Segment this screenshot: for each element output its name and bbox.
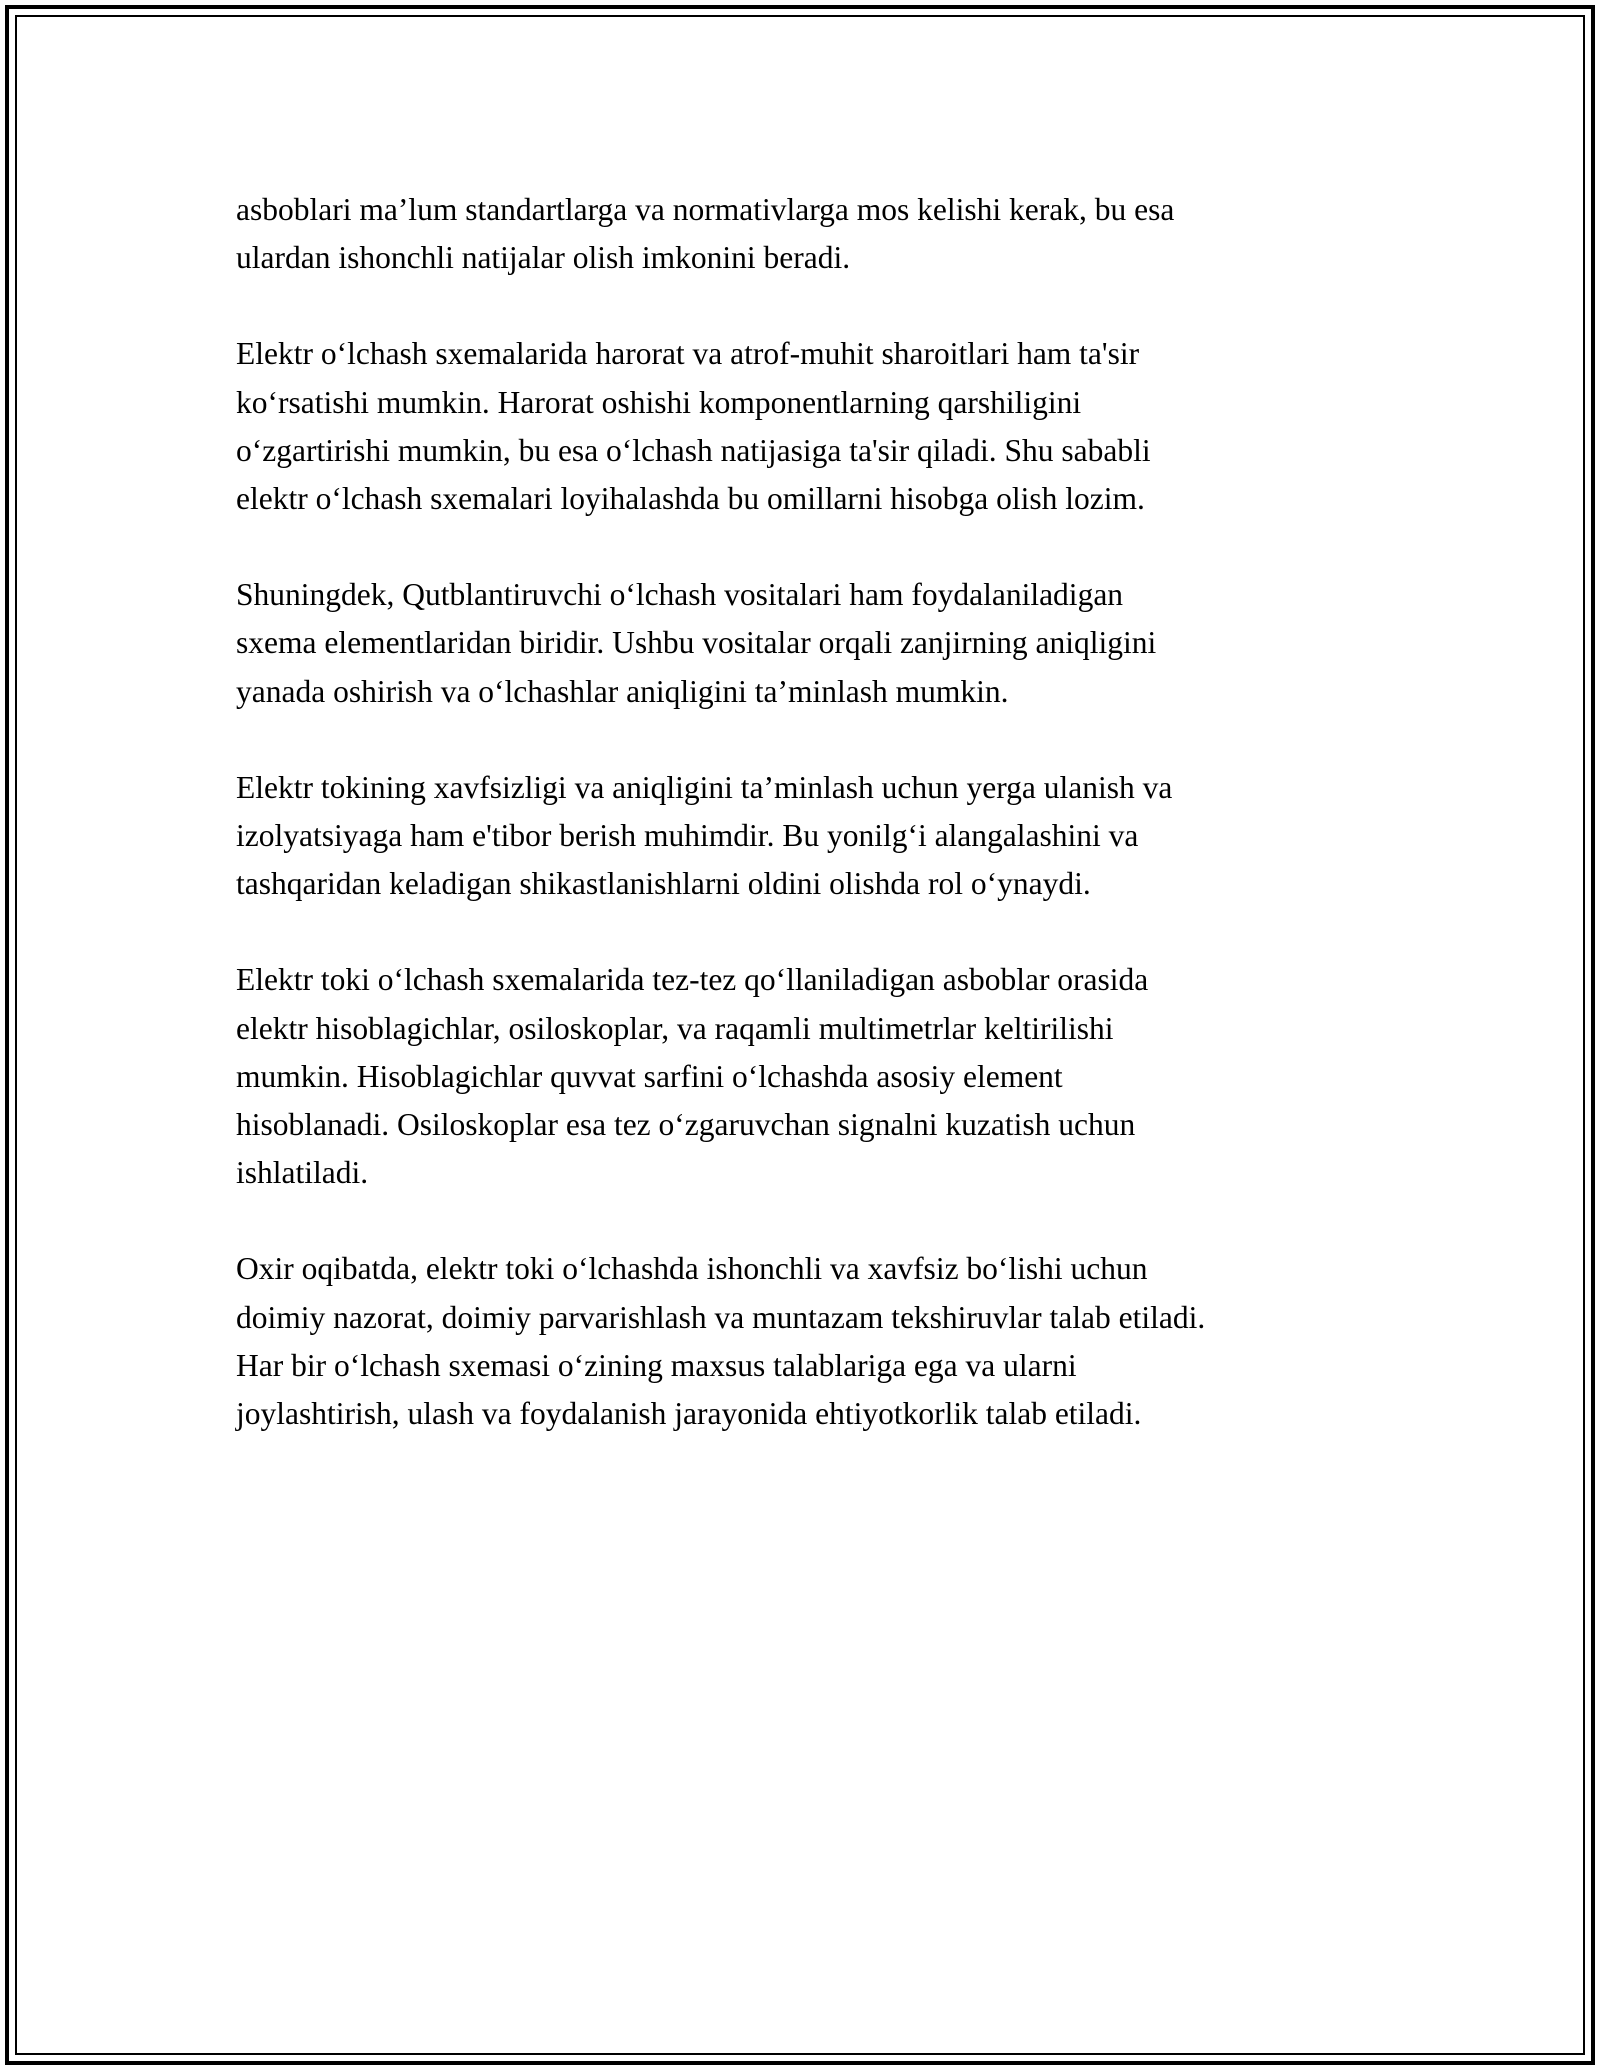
paragraph [236,764,1376,909]
text-line: Har bir o‘lchash sxemasi o‘zining maxsus talablariga ega va ularni [236,1347,1077,1383]
text-line: mumkin. Hisoblagichlar quvvat sarfini o‘lchashda asosiy element [236,1058,1063,1094]
text-line: tashqaridan keladigan shikastlanishlarni oldini olishda rol o‘ynaydi. [236,866,1091,902]
text-line: asboblari ma’lum standartlarga va normativlarga mos kelishi kerak, bu esa [236,192,1175,227]
text-line: ulardan ishonchli natijalar olish imkonini beradi. [236,240,851,276]
text-line: izolyatsiyaga ham e'tibor berish muhimdir. Bu yonilg‘i alangalashini va [236,818,1139,854]
text-line: ishlatiladi. [236,1155,369,1191]
text-line: hisoblanadi. Osiloskoplar esa tez o‘zgaruvchan signalni kuzatish uchun [236,1107,1136,1143]
text-line: Oxir oqibatda, elektr toki o‘lchashda ishonchli va xavfsiz bo‘lishi uchun [236,1251,1148,1287]
text-line: o‘zgartirishi mumkin, bu esa o‘lchash natijasiga ta'sir qiladi. Shu sababli [236,432,1151,468]
text-line: joylashtirish, ulash va foydalanish jarayonida ehtiyotkorlik talab etiladi. [236,1396,1142,1432]
text-line: elektr hisoblagichlar, osiloskoplar, va raqamli multimetrlar keltirilishi [236,1010,1114,1046]
paragraph [236,571,1376,716]
text-line: yanada oshirish va o‘lchashlar aniqligini ta’minlash mumkin. [236,673,1009,709]
text-line: Elektr tokining xavfsizligi va aniqligini ta’minlash uchun yerga ulanish va [236,769,1173,805]
text-line: ko‘rsatishi mumkin. Harorat oshishi komponentlarning qarshiligini [236,384,1082,420]
paragraph [236,330,1376,523]
document-body [236,186,1376,1486]
paragraph [236,186,1376,282]
text-line: Shuningdek, Qutblantiruvchi o‘lchash vositalari ham foydalaniladigan [236,577,1124,613]
text-line: elektr o‘lchash sxemalari loyihalashda bu omillarni hisobga olish lozim. [236,481,1145,517]
text-line: Elektr o‘lchash sxemalarida harorat va atrof-muhit sharoitlari ham ta'sir [236,336,1140,372]
paragraph [236,956,1376,1197]
text-line: Elektr toki o‘lchash sxemalarida tez-tez qo‘llaniladigan asboblar orasida [236,962,1149,998]
text-line: sxema elementlaridan biridir. Ushbu vositalar orqali zanjirning aniqligini [236,625,1157,661]
text-line: doimiy nazorat, doimiy parvarishlash va muntazam tekshiruvlar talab etiladi. [236,1299,1206,1335]
paragraph [236,1245,1376,1438]
